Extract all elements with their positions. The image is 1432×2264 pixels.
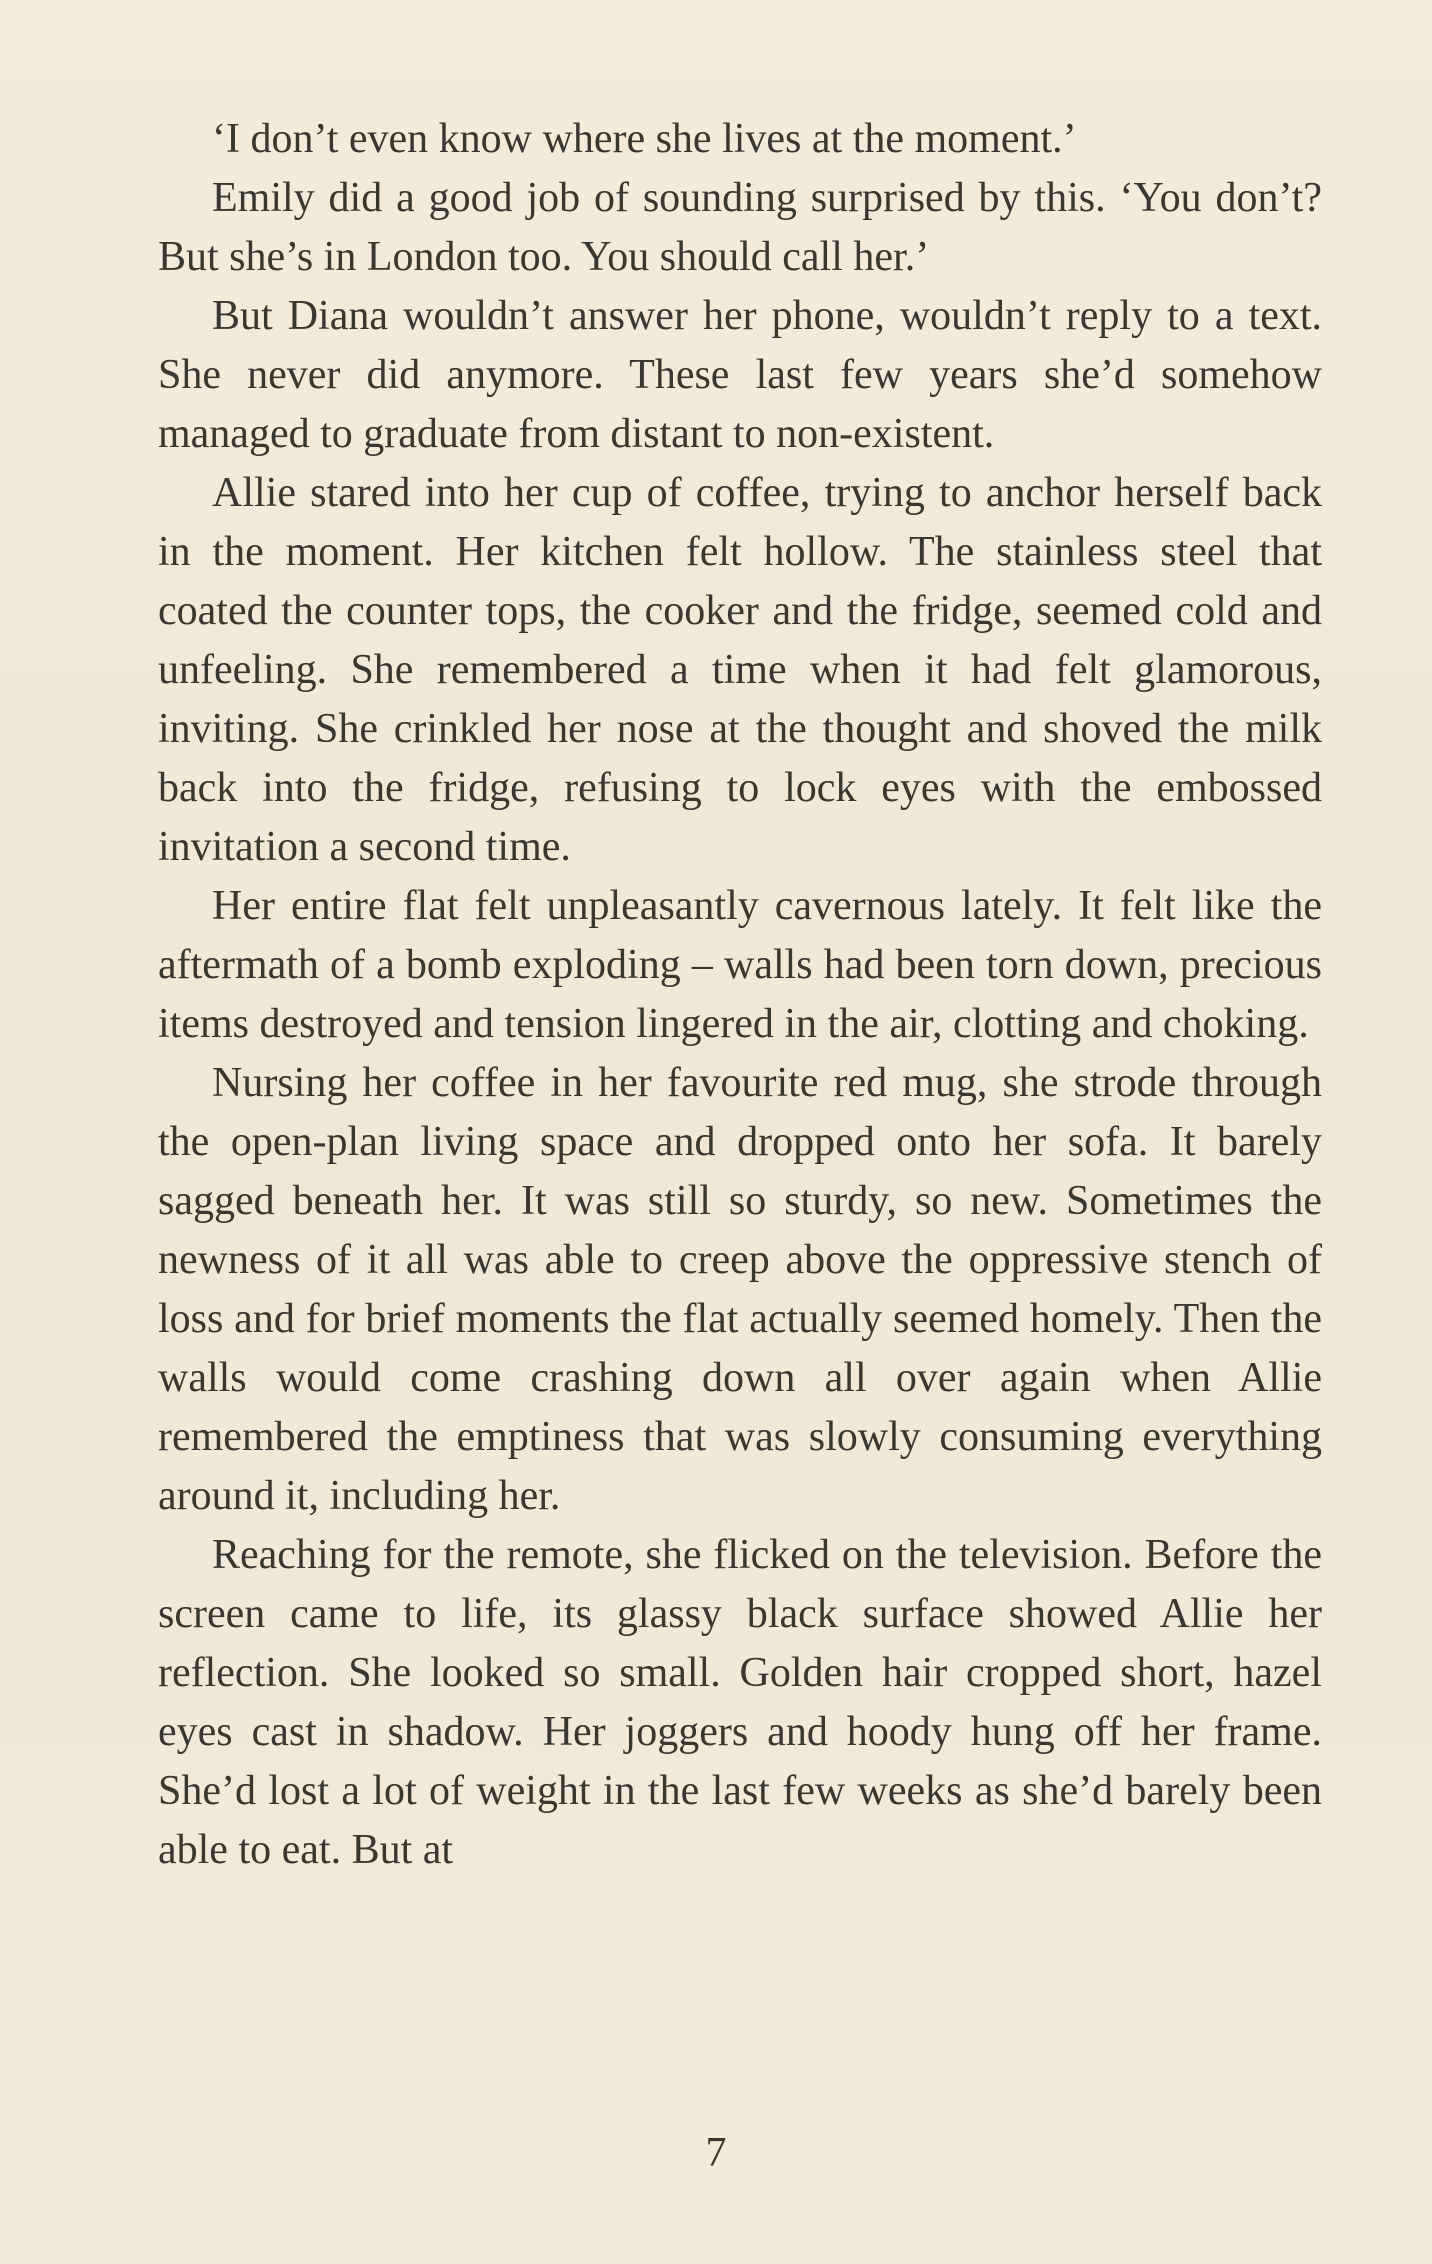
- paragraph-2: Emily did a good job of sounding surprised by this. ‘You don’t? But she’s in London too. You should call her.’: [158, 175, 1322, 280]
- body-text: [158, 110, 1322, 1880]
- paragraph-5: Her entire flat felt unpleasantly cavernous lately. It felt like the aftermath of a bomb exploding – walls had been torn down, precious items destroyed and tension lingered in the air, clotting and choking.: [158, 883, 1322, 1047]
- paragraph-6: Nursing her coffee in her favourite red mug, she strode through the open-plan living space and dropped onto her sofa. It barely sagged beneath her. It was still so sturdy, so new. Sometimes the newness of it all was able to creep above the oppressive stench of loss and for brief moments the flat actually seemed homely. Then the walls would come crashing down all over again when Allie remembered the emptiness that was slowly consuming everything around it, including her.: [158, 1060, 1322, 1519]
- paragraph-3: But Diana wouldn’t answer her phone, wouldn’t reply to a text. She never did anymore. These last few years she’d somehow managed to graduate from distant to non-existent.: [158, 293, 1322, 457]
- page-number: 7: [705, 2130, 727, 2176]
- paragraph-7: Reaching for the remote, she flicked on the television. Before the screen came to life, its glassy black surface showed Allie her reflection. She looked so small. Golden hair cropped short, hazel eyes cast in shadow. Her joggers and hoody hung off her frame. She’d lost a lot of weight in the last few weeks as she’d barely been able to eat. But at: [158, 1532, 1322, 1873]
- paragraph-4: Allie stared into her cup of coffee, trying to anchor herself back in the moment. Her kitchen felt hollow. The stainless steel that coated the counter tops, the cooker and the fridge, seemed cold and unfeeling. She remembered a time when it had felt glamorous, inviting. She crinkled her nose at the thought and shoved the milk back into the fridge, refusing to lock eyes with the embossed invitation a second time.: [158, 470, 1322, 870]
- paragraph-1: ‘I don’t even know where she lives at the moment.’: [212, 116, 1077, 162]
